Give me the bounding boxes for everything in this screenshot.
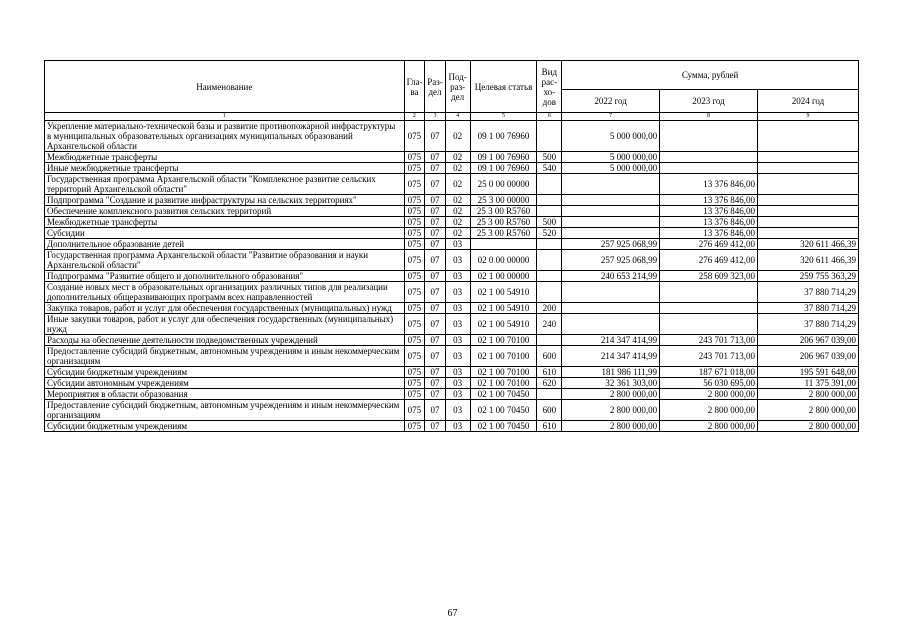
cell-podrazdel: 03 bbox=[445, 239, 470, 250]
cell-2023: 258 609 323,00 bbox=[660, 271, 758, 282]
cell-glava: 075 bbox=[404, 121, 425, 152]
table-row bbox=[45, 314, 859, 335]
cell-name: Субсидии автономным учреждениям bbox=[45, 378, 405, 389]
cell-glava: 075 bbox=[404, 174, 425, 195]
cell-podrazdel: 02 bbox=[445, 195, 470, 206]
cell-2022: 5 000 000,00 bbox=[562, 163, 660, 174]
header-glava: Гла-ва bbox=[404, 61, 425, 113]
cell-glava: 075 bbox=[404, 400, 425, 421]
cell-name: Подпрограмма "Создание и развитие инфраструктуры на сельских территориях" bbox=[45, 195, 405, 206]
cell-name: Субсидии bbox=[45, 228, 405, 239]
table-row bbox=[45, 400, 859, 421]
table-row bbox=[45, 303, 859, 314]
cell-statya bbox=[470, 239, 537, 250]
cell-2024: 2 800 000,00 bbox=[757, 400, 858, 421]
cell-razdel: 07 bbox=[425, 152, 446, 163]
cell-vid bbox=[537, 206, 562, 217]
cell-razdel: 07 bbox=[425, 335, 446, 346]
header-razdel: Раз-дел bbox=[425, 61, 446, 113]
header-summa: Сумма, рублей bbox=[562, 61, 859, 90]
cell-name: Субсидии бюджетным учреждениям bbox=[45, 367, 405, 378]
cell-glava: 075 bbox=[404, 378, 425, 389]
cell-glava: 075 bbox=[404, 303, 425, 314]
colnum: 3 bbox=[425, 113, 446, 121]
cell-2022 bbox=[562, 228, 660, 239]
cell-statya: 02 1 00 70450 bbox=[470, 421, 537, 432]
cell-razdel: 07 bbox=[425, 303, 446, 314]
table-row bbox=[45, 152, 859, 163]
cell-2022: 214 347 414,99 bbox=[562, 335, 660, 346]
cell-2022 bbox=[562, 195, 660, 206]
cell-2023 bbox=[660, 163, 758, 174]
cell-name: Подпрограмма "Развитие общего и дополнительного образования" bbox=[45, 271, 405, 282]
cell-name: Закупка товаров, работ и услуг для обеспечения государственных (муниципальных) нужд bbox=[45, 303, 405, 314]
cell-2022: 257 925 068,99 bbox=[562, 250, 660, 271]
colnum: 1 bbox=[45, 113, 405, 121]
colnum: 6 bbox=[537, 113, 562, 121]
cell-2022 bbox=[562, 217, 660, 228]
cell-glava: 075 bbox=[404, 346, 425, 367]
cell-name: Создание новых мест в образовательных организациях различных типов для реализации дополнительных общеразвивающих программ всех направленностей bbox=[45, 282, 405, 303]
cell-glava: 075 bbox=[404, 271, 425, 282]
cell-2023 bbox=[660, 121, 758, 152]
cell-razdel: 07 bbox=[425, 206, 446, 217]
cell-razdel: 07 bbox=[425, 367, 446, 378]
cell-glava: 075 bbox=[404, 217, 425, 228]
cell-2022: 32 361 303,00 bbox=[562, 378, 660, 389]
cell-podrazdel: 03 bbox=[445, 335, 470, 346]
cell-podrazdel: 02 bbox=[445, 217, 470, 228]
cell-vid: 620 bbox=[537, 378, 562, 389]
cell-2024: 195 591 648,00 bbox=[757, 367, 858, 378]
cell-razdel: 07 bbox=[425, 163, 446, 174]
cell-razdel: 07 bbox=[425, 389, 446, 400]
cell-2022 bbox=[562, 282, 660, 303]
cell-vid: 500 bbox=[537, 217, 562, 228]
cell-razdel: 07 bbox=[425, 217, 446, 228]
cell-2022: 5 000 000,00 bbox=[562, 121, 660, 152]
cell-name: Межбюджетные трансферты bbox=[45, 217, 405, 228]
cell-podrazdel: 02 bbox=[445, 152, 470, 163]
cell-2023: 243 701 713,00 bbox=[660, 346, 758, 367]
table-row bbox=[45, 367, 859, 378]
table-row bbox=[45, 346, 859, 367]
header-2022: 2022 год bbox=[562, 90, 660, 113]
cell-razdel: 07 bbox=[425, 346, 446, 367]
table-row bbox=[45, 239, 859, 250]
cell-2024 bbox=[757, 217, 858, 228]
cell-name: Расходы на обеспечение деятельности подведомственных учреждений bbox=[45, 335, 405, 346]
cell-razdel: 07 bbox=[425, 378, 446, 389]
cell-2023: 2 800 000,00 bbox=[660, 389, 758, 400]
table-row bbox=[45, 271, 859, 282]
cell-2023 bbox=[660, 152, 758, 163]
header-podrazdel: Под-раз-дел bbox=[445, 61, 470, 113]
cell-glava: 075 bbox=[404, 195, 425, 206]
cell-2024: 320 611 466,39 bbox=[757, 239, 858, 250]
cell-vid bbox=[537, 239, 562, 250]
cell-statya: 02 1 00 70100 bbox=[470, 378, 537, 389]
cell-2023 bbox=[660, 314, 758, 335]
cell-2022 bbox=[562, 206, 660, 217]
cell-vid: 610 bbox=[537, 367, 562, 378]
cell-statya: 02 1 00 70450 bbox=[470, 400, 537, 421]
cell-vid bbox=[537, 174, 562, 195]
cell-name: Субсидии бюджетным учреждениям bbox=[45, 421, 405, 432]
cell-razdel: 07 bbox=[425, 400, 446, 421]
table-row bbox=[45, 282, 859, 303]
colnum: 9 bbox=[757, 113, 858, 121]
header-row bbox=[45, 61, 859, 90]
cell-razdel: 07 bbox=[425, 228, 446, 239]
cell-name: Укрепление материально-технической базы и развитие противопожарной инфраструктуры в муниципальных образовательных организациях муниципальных образований Архангельской области bbox=[45, 121, 405, 152]
cell-2022: 5 000 000,00 bbox=[562, 152, 660, 163]
cell-glava: 075 bbox=[404, 335, 425, 346]
cell-2024: 206 967 039,00 bbox=[757, 346, 858, 367]
cell-statya: 25 3 00 R5760 bbox=[470, 206, 537, 217]
cell-vid bbox=[537, 389, 562, 400]
cell-2023 bbox=[660, 303, 758, 314]
cell-2024: 37 880 714,29 bbox=[757, 282, 858, 303]
cell-2023: 2 800 000,00 bbox=[660, 421, 758, 432]
cell-2022: 257 925 068,99 bbox=[562, 239, 660, 250]
cell-glava: 075 bbox=[404, 206, 425, 217]
cell-razdel: 07 bbox=[425, 174, 446, 195]
cell-vid: 500 bbox=[537, 152, 562, 163]
cell-podrazdel: 03 bbox=[445, 314, 470, 335]
table-row bbox=[45, 174, 859, 195]
cell-2024 bbox=[757, 163, 858, 174]
table-row bbox=[45, 195, 859, 206]
cell-name: Иные закупки товаров, работ и услуг для обеспечения государственных (муниципальных) нужд bbox=[45, 314, 405, 335]
cell-2023: 276 469 412,00 bbox=[660, 250, 758, 271]
cell-name: Межбюджетные трансферты bbox=[45, 152, 405, 163]
cell-2022: 2 800 000,00 bbox=[562, 389, 660, 400]
cell-name: Дополнительное образование детей bbox=[45, 239, 405, 250]
cell-razdel: 07 bbox=[425, 282, 446, 303]
cell-name: Предоставление субсидий бюджетным, автономным учреждениям и иным некоммерческим организациям bbox=[45, 346, 405, 367]
table-row bbox=[45, 250, 859, 271]
cell-statya: 02 1 00 70100 bbox=[470, 367, 537, 378]
cell-2024: 259 755 363,29 bbox=[757, 271, 858, 282]
header-2024: 2024 год bbox=[757, 90, 858, 113]
cell-2022: 2 800 000,00 bbox=[562, 421, 660, 432]
cell-podrazdel: 02 bbox=[445, 228, 470, 239]
cell-statya: 02 1 00 54910 bbox=[470, 303, 537, 314]
cell-2023: 13 376 846,00 bbox=[660, 195, 758, 206]
cell-podrazdel: 03 bbox=[445, 271, 470, 282]
cell-2024: 2 800 000,00 bbox=[757, 389, 858, 400]
cell-razdel: 07 bbox=[425, 195, 446, 206]
column-number-row bbox=[45, 113, 859, 121]
cell-vid: 540 bbox=[537, 163, 562, 174]
table-row bbox=[45, 206, 859, 217]
cell-2022 bbox=[562, 314, 660, 335]
cell-vid bbox=[537, 282, 562, 303]
cell-name: Мероприятия в области образования bbox=[45, 389, 405, 400]
cell-vid: 520 bbox=[537, 228, 562, 239]
cell-glava: 075 bbox=[404, 421, 425, 432]
cell-name: Обеспечение комплексного развития сельских территорий bbox=[45, 206, 405, 217]
cell-2024: 37 880 714,29 bbox=[757, 314, 858, 335]
cell-statya: 02 1 00 00000 bbox=[470, 271, 537, 282]
cell-statya: 25 3 00 R5760 bbox=[470, 217, 537, 228]
cell-2022: 181 986 111,99 bbox=[562, 367, 660, 378]
cell-vid bbox=[537, 271, 562, 282]
header-name: Наименование bbox=[45, 61, 405, 113]
cell-podrazdel: 03 bbox=[445, 378, 470, 389]
cell-glava: 075 bbox=[404, 367, 425, 378]
cell-statya: 02 1 00 70450 bbox=[470, 389, 537, 400]
cell-glava: 075 bbox=[404, 163, 425, 174]
cell-razdel: 07 bbox=[425, 271, 446, 282]
budget-table bbox=[44, 60, 859, 432]
cell-glava: 075 bbox=[404, 239, 425, 250]
cell-vid bbox=[537, 121, 562, 152]
colnum: 5 bbox=[470, 113, 537, 121]
cell-podrazdel: 03 bbox=[445, 282, 470, 303]
cell-vid bbox=[537, 195, 562, 206]
cell-podrazdel: 02 bbox=[445, 206, 470, 217]
cell-vid bbox=[537, 335, 562, 346]
cell-2022: 240 653 214,99 bbox=[562, 271, 660, 282]
cell-glava: 075 bbox=[404, 228, 425, 239]
colnum: 7 bbox=[562, 113, 660, 121]
table-row bbox=[45, 121, 859, 152]
cell-statya: 02 1 00 54910 bbox=[470, 314, 537, 335]
cell-2022 bbox=[562, 303, 660, 314]
cell-vid bbox=[537, 250, 562, 271]
page-number: 67 bbox=[447, 608, 458, 619]
cell-podrazdel: 03 bbox=[445, 389, 470, 400]
cell-podrazdel: 03 bbox=[445, 303, 470, 314]
cell-2024 bbox=[757, 152, 858, 163]
cell-2023: 13 376 846,00 bbox=[660, 174, 758, 195]
cell-statya: 02 1 00 70100 bbox=[470, 335, 537, 346]
cell-statya: 09 1 00 76960 bbox=[470, 163, 537, 174]
cell-podrazdel: 03 bbox=[445, 421, 470, 432]
cell-2023 bbox=[660, 282, 758, 303]
cell-podrazdel: 02 bbox=[445, 163, 470, 174]
cell-vid: 600 bbox=[537, 400, 562, 421]
cell-2022: 2 800 000,00 bbox=[562, 400, 660, 421]
cell-2024 bbox=[757, 121, 858, 152]
cell-2023: 56 030 695,00 bbox=[660, 378, 758, 389]
table-row bbox=[45, 389, 859, 400]
cell-glava: 075 bbox=[404, 282, 425, 303]
cell-2024 bbox=[757, 195, 858, 206]
cell-2024 bbox=[757, 174, 858, 195]
cell-razdel: 07 bbox=[425, 250, 446, 271]
cell-statya: 09 1 00 76960 bbox=[470, 152, 537, 163]
cell-2023: 13 376 846,00 bbox=[660, 206, 758, 217]
cell-glava: 075 bbox=[404, 152, 425, 163]
cell-podrazdel: 03 bbox=[445, 367, 470, 378]
cell-2024 bbox=[757, 228, 858, 239]
cell-2024: 11 375 391,00 bbox=[757, 378, 858, 389]
cell-razdel: 07 bbox=[425, 239, 446, 250]
cell-statya: 25 3 00 00000 bbox=[470, 195, 537, 206]
table-row bbox=[45, 217, 859, 228]
cell-2023: 13 376 846,00 bbox=[660, 228, 758, 239]
cell-2023: 276 469 412,00 bbox=[660, 239, 758, 250]
cell-2022 bbox=[562, 174, 660, 195]
table-row bbox=[45, 335, 859, 346]
cell-2024: 37 880 714,29 bbox=[757, 303, 858, 314]
cell-2024: 320 611 466,39 bbox=[757, 250, 858, 271]
cell-2023: 187 671 018,00 bbox=[660, 367, 758, 378]
cell-statya: 02 1 00 54910 bbox=[470, 282, 537, 303]
cell-statya: 25 3 00 R5760 bbox=[470, 228, 537, 239]
cell-2023: 2 800 000,00 bbox=[660, 400, 758, 421]
cell-vid: 600 bbox=[537, 346, 562, 367]
colnum: 8 bbox=[660, 113, 758, 121]
cell-podrazdel: 03 bbox=[445, 250, 470, 271]
cell-razdel: 07 bbox=[425, 121, 446, 152]
table-row bbox=[45, 163, 859, 174]
cell-vid: 610 bbox=[537, 421, 562, 432]
colnum: 2 bbox=[404, 113, 425, 121]
cell-2024: 2 800 000,00 bbox=[757, 421, 858, 432]
cell-podrazdel: 02 bbox=[445, 121, 470, 152]
cell-statya: 02 1 00 70100 bbox=[470, 346, 537, 367]
header-vid: Вид рас-хо-дов bbox=[537, 61, 562, 113]
cell-razdel: 07 bbox=[425, 421, 446, 432]
cell-razdel: 07 bbox=[425, 314, 446, 335]
cell-podrazdel: 02 bbox=[445, 174, 470, 195]
cell-statya: 02 0 00 00000 bbox=[470, 250, 537, 271]
colnum: 4 bbox=[445, 113, 470, 121]
cell-2024: 206 967 039,00 bbox=[757, 335, 858, 346]
cell-statya: 25 0 00 00000 bbox=[470, 174, 537, 195]
header-statya: Целевая статья bbox=[470, 61, 537, 113]
cell-name: Государственная программа Архангельской области "Развитие образования и науки Архангельской области" bbox=[45, 250, 405, 271]
cell-2022: 214 347 414,99 bbox=[562, 346, 660, 367]
table-row bbox=[45, 421, 859, 432]
cell-statya: 09 1 00 76960 bbox=[470, 121, 537, 152]
cell-name: Иные межбюджетные трансферты bbox=[45, 163, 405, 174]
cell-podrazdel: 03 bbox=[445, 346, 470, 367]
cell-glava: 075 bbox=[404, 250, 425, 271]
cell-2023: 243 701 713,00 bbox=[660, 335, 758, 346]
cell-name: Государственная программа Архангельской области "Комплексное развитие сельских территорий Архангельской области" bbox=[45, 174, 405, 195]
cell-podrazdel: 03 bbox=[445, 400, 470, 421]
cell-vid: 200 bbox=[537, 303, 562, 314]
cell-vid: 240 bbox=[537, 314, 562, 335]
cell-glava: 075 bbox=[404, 389, 425, 400]
cell-glava: 075 bbox=[404, 314, 425, 335]
table-row bbox=[45, 378, 859, 389]
cell-2023: 13 376 846,00 bbox=[660, 217, 758, 228]
cell-name: Предоставление субсидий бюджетным, автономным учреждениям и иным некоммерческим организациям bbox=[45, 400, 405, 421]
table-row bbox=[45, 228, 859, 239]
header-2023: 2023 год bbox=[660, 90, 758, 113]
cell-2024 bbox=[757, 206, 858, 217]
